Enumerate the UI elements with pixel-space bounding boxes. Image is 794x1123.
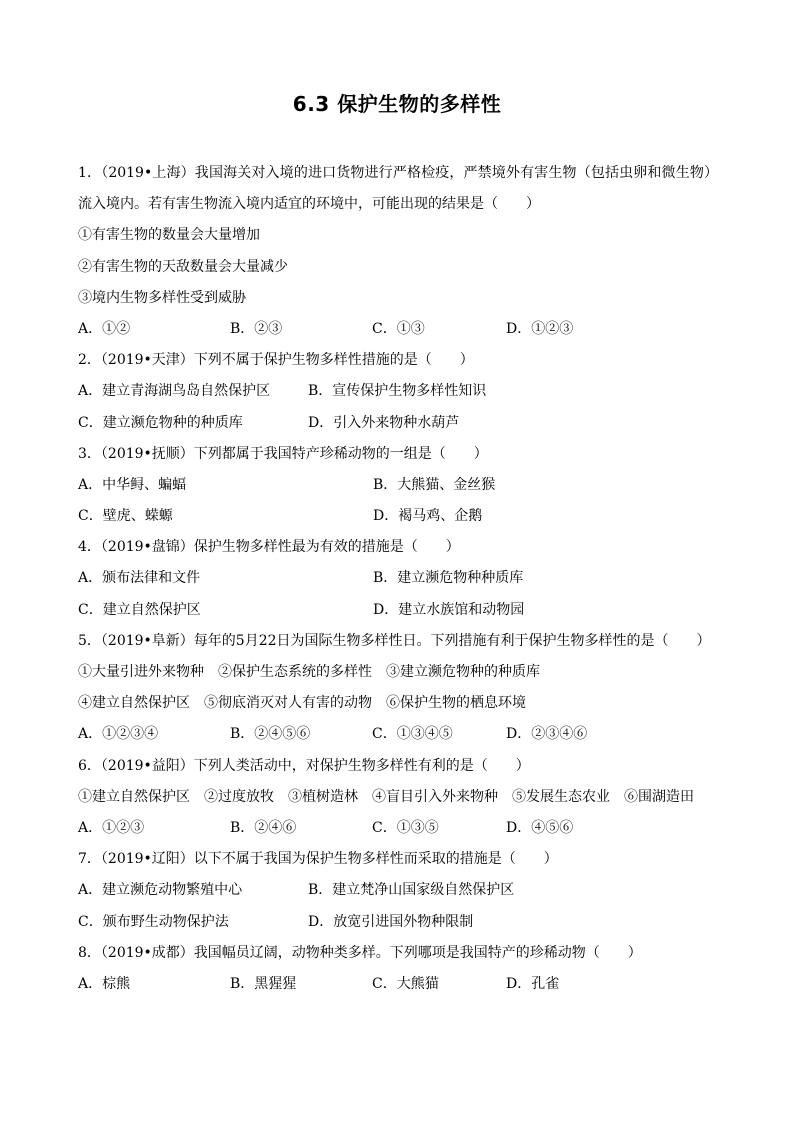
question-5-option-b[interactable]: B．②④⑤⑥ xyxy=(230,726,311,743)
question-4-options-row-2 xyxy=(78,595,718,626)
question-3-options-row-1 xyxy=(78,470,718,501)
question-2-stem: 2．（2019•天津）下列不属于保护生物多样性措施的是（ ） xyxy=(78,352,474,369)
question-6-option-a[interactable]: A．①②③ xyxy=(78,819,145,836)
question-3-option-c[interactable]: C．壁虎、蝾螈 xyxy=(78,508,173,525)
question-8-option-b[interactable]: B．黑猩猩 xyxy=(230,975,297,992)
question-7-option-b[interactable]: B．建立梵净山国家级自然保护区 xyxy=(308,882,515,899)
question-4-options-row-1 xyxy=(78,563,718,594)
question-list xyxy=(78,158,718,1000)
question-4-stem: 4．（2019•盘锦）保护生物多样性最为有效的措施是（ ） xyxy=(78,539,460,556)
question-3-options-row-2 xyxy=(78,501,718,532)
question-6-option-d[interactable]: D．④⑤⑥ xyxy=(506,819,574,836)
question-6-stem: 6．（2019•益阳）下列人类活动中，对保护生物多样性有利的是（ ） xyxy=(78,757,530,774)
question-8-stem: 8．（2019•成都）我国幅员辽阔，动物种类多样。下列哪项是我国特产的珍稀动物（ ） xyxy=(78,944,642,961)
question-5-options xyxy=(78,719,718,750)
question-1-option-b[interactable]: B．②③ xyxy=(230,320,283,337)
question-3-option-a[interactable]: A．中华鲟、蝙蝠 xyxy=(78,476,187,493)
question-5-option-c[interactable]: C．①③④⑤ xyxy=(372,726,453,743)
question-4-option-d[interactable]: D．建立水族馆和动物园 xyxy=(373,601,525,618)
question-2-option-a[interactable]: A．建立青海湖鸟岛自然保护区 xyxy=(78,383,271,400)
question-8-option-c[interactable]: C．大熊猫 xyxy=(372,975,439,992)
question-5-statements-1: ①大量引进外来物种 ②保护生态系统的多样性 ③建立濒危物种的种质库 xyxy=(78,664,540,681)
question-8-options xyxy=(78,969,718,1000)
question-3-option-d[interactable]: D．褐马鸡、企鹅 xyxy=(373,508,483,525)
question-1-option-a[interactable]: A．①② xyxy=(78,320,131,337)
question-4-option-c[interactable]: C．建立自然保护区 xyxy=(78,601,201,618)
question-1-statement-1: ①有害生物的数量会大量增加 xyxy=(78,227,260,244)
question-2-option-d[interactable]: D．引入外来物种水葫芦 xyxy=(308,414,460,431)
question-1-statement-2: ②有害生物的天敌数量会大量减少 xyxy=(78,258,288,275)
question-5-stem: 5．（2019•阜新）每年的5月22日为国际生物多样性日。下列措施有利于保护生物多样性的是（ ） xyxy=(78,632,711,649)
question-5-statements-2: ④建立自然保护区 ⑤彻底消灭对人有害的动物 ⑥保护生物的栖息环境 xyxy=(78,695,526,712)
question-8-option-d[interactable]: D．孔雀 xyxy=(506,975,560,992)
question-1-statement-3: ③境内生物多样性受到威胁 xyxy=(78,289,246,306)
question-6-option-b[interactable]: B．②④⑥ xyxy=(230,819,297,836)
question-6-option-c[interactable]: C．①③⑤ xyxy=(372,819,439,836)
question-6-statements: ①建立自然保护区 ②过度放牧 ③植树造林 ④盲目引入外来物种 ⑤发展生态农业 ⑥围湖造田 xyxy=(78,788,694,805)
question-3-stem: 3．（2019•抚顺）下列都属于我国特产珍稀动物的一组是（ ） xyxy=(78,445,488,462)
question-7-option-c[interactable]: C．颁布野生动物保护法 xyxy=(78,913,229,930)
page-title: 6.3 保护生物的多样性 xyxy=(292,92,502,116)
question-1-options xyxy=(78,314,718,345)
question-4-option-a[interactable]: A．颁布法律和文件 xyxy=(78,570,201,587)
question-7-options-row-2 xyxy=(78,907,718,938)
question-7-options-row-1 xyxy=(78,875,718,906)
question-2-options-row-2 xyxy=(78,408,718,439)
question-5-option-d[interactable]: D．②③④⑥ xyxy=(506,726,588,743)
question-2-option-c[interactable]: C．建立濒危物种的种质库 xyxy=(78,414,243,431)
question-7-option-d[interactable]: D．放宽引进国外物种限制 xyxy=(308,913,474,930)
question-1-option-c[interactable]: C．①③ xyxy=(372,320,425,337)
question-8-option-a[interactable]: A．棕熊 xyxy=(78,975,131,992)
question-2-option-b[interactable]: B．宣传保护生物多样性知识 xyxy=(308,383,487,400)
question-1-option-d[interactable]: D．①②③ xyxy=(506,320,574,337)
question-3-option-b[interactable]: B．大熊猫、金丝猴 xyxy=(373,476,496,493)
question-7-stem: 7．（2019•辽阳）以下不属于我国为保护生物多样性而采取的措施是（ ） xyxy=(78,851,558,868)
question-6-options xyxy=(78,813,718,844)
question-7-option-a[interactable]: A．建立濒危动物繁殖中心 xyxy=(78,882,243,899)
question-4-option-b[interactable]: B．建立濒危物种种质库 xyxy=(373,570,524,587)
question-2-options-row-1 xyxy=(78,376,718,407)
question-1-stem: 1．（2019•上海）我国海关对入境的进口货物进行严格检疫，严禁境外有害生物（包括虫卵和微生物）流入境内。若有害生物流入境内适宜的环境中，可能出现的结果是（ ） xyxy=(78,165,718,213)
question-5-option-a[interactable]: A．①②③④ xyxy=(78,726,159,743)
